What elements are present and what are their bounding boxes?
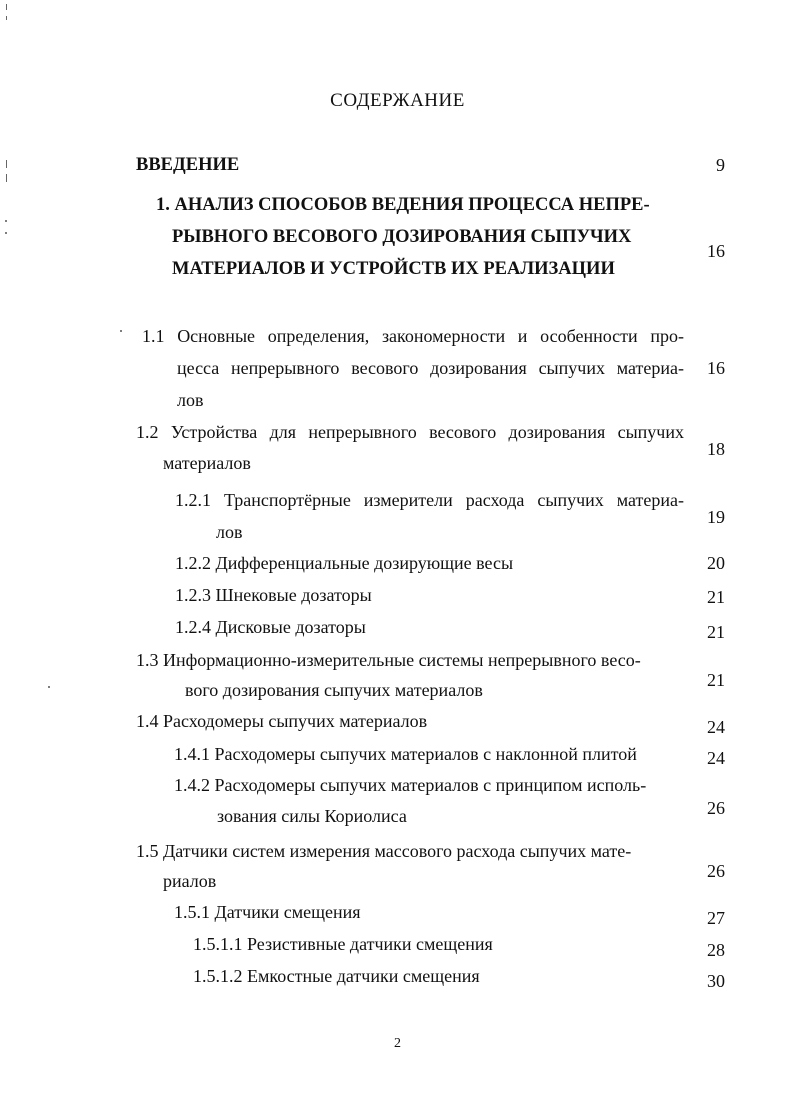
toc-1-1-page: 16 [707, 358, 725, 378]
toc-1-5-1-page: 27 [707, 908, 725, 928]
scan-mark [6, 4, 7, 10]
toc-1-2-2-page: 20 [707, 553, 725, 573]
toc-1-1-line3: лов [177, 390, 204, 410]
toc-1-3-line2: вого дозирования сыпучих материалов [185, 680, 483, 700]
toc-intro-label: ВВЕДЕНИЕ [136, 155, 240, 175]
toc-1-2-page: 18 [707, 439, 725, 459]
toc-1-4-2-line2: зования силы Кориолиса [217, 806, 407, 826]
toc-ch1-line3: МАТЕРИАЛОВ И УСТРОЙСТВ ИХ РЕАЛИЗАЦИИ [172, 259, 615, 279]
toc-1-5-1-label: 1.5.1 Датчики смещения [174, 902, 361, 922]
toc-1-5-line1: 1.5 Датчики систем измерения массового расхода сыпучих мате- [136, 841, 632, 861]
scan-mark [6, 174, 7, 182]
toc-1-2-3-page: 21 [707, 587, 725, 607]
scan-dot [120, 330, 122, 332]
toc-1-2-line2: материалов [163, 453, 251, 473]
scan-dot [5, 220, 7, 222]
toc-1-1-line2: цесса непрерывного весового дозирования сыпучих материа- [177, 358, 684, 378]
toc-ch1-line2: РЫВНОГО ВЕСОВОГО ДОЗИРОВАНИЯ СЫПУЧИХ [172, 227, 632, 247]
scan-mark [6, 160, 7, 168]
toc-1-5-1-1-label: 1.5.1.1 Резистивные датчики смещения [193, 934, 493, 954]
scan-dot [5, 232, 7, 234]
toc-1-4-2-line1: 1.4.2 Расходомеры сыпучих материалов с принципом исполь- [174, 775, 647, 795]
toc-1-1-line1: 1.1 Основные определения, закономерности и особенности про- [142, 326, 684, 346]
page-title: СОДЕРЖАНИЕ [330, 90, 465, 111]
toc-1-2-4-page: 21 [707, 622, 725, 642]
page-number: 2 [394, 1036, 401, 1051]
toc-ch1-page: 16 [707, 241, 725, 261]
toc-1-2-1-line1: 1.2.1 Транспортёрные измерители расхода сыпучих материа- [175, 490, 684, 510]
toc-1-5-1-1-page: 28 [707, 940, 725, 960]
toc-1-2-4-label: 1.2.4 Дисковые дозаторы [175, 617, 366, 637]
toc-1-3-page: 21 [707, 670, 725, 690]
toc-1-4-2-page: 26 [707, 798, 725, 818]
toc-1-4-1-label: 1.4.1 Расходомеры сыпучих материалов с наклонной плитой [174, 744, 637, 764]
toc-1-4-label: 1.4 Расходомеры сыпучих материалов [136, 711, 428, 731]
toc-1-3-line1: 1.3 Информационно-измерительные системы непрерывного весо- [136, 650, 641, 670]
toc-ch1-line1: 1. АНАЛИЗ СПОСОБОВ ВЕДЕНИЯ ПРОЦЕССА НЕПРЕ- [156, 195, 650, 215]
toc-1-5-1-2-page: 30 [707, 971, 725, 991]
toc-intro-page: 9 [716, 155, 725, 175]
scan-mark [6, 16, 7, 20]
toc-1-4-1-page: 24 [707, 748, 725, 768]
toc-1-5-1-2-label: 1.5.1.2 Емкостные датчики смещения [193, 966, 480, 986]
toc-1-2-2-label: 1.2.2 Дифференциальные дозирующие весы [175, 553, 514, 573]
toc-1-5-page: 26 [707, 861, 725, 881]
toc-1-2-1-page: 19 [707, 507, 725, 527]
toc-1-2-line1: 1.2 Устройства для непрерывного весового дозирования сыпучих [136, 422, 684, 442]
toc-1-5-line2: риалов [163, 871, 217, 891]
toc-1-2-1-line2: лов [216, 522, 243, 542]
toc-1-4-page: 24 [707, 717, 725, 737]
scan-dot [48, 686, 50, 688]
toc-1-2-3-label: 1.2.3 Шнековые дозаторы [175, 585, 372, 605]
